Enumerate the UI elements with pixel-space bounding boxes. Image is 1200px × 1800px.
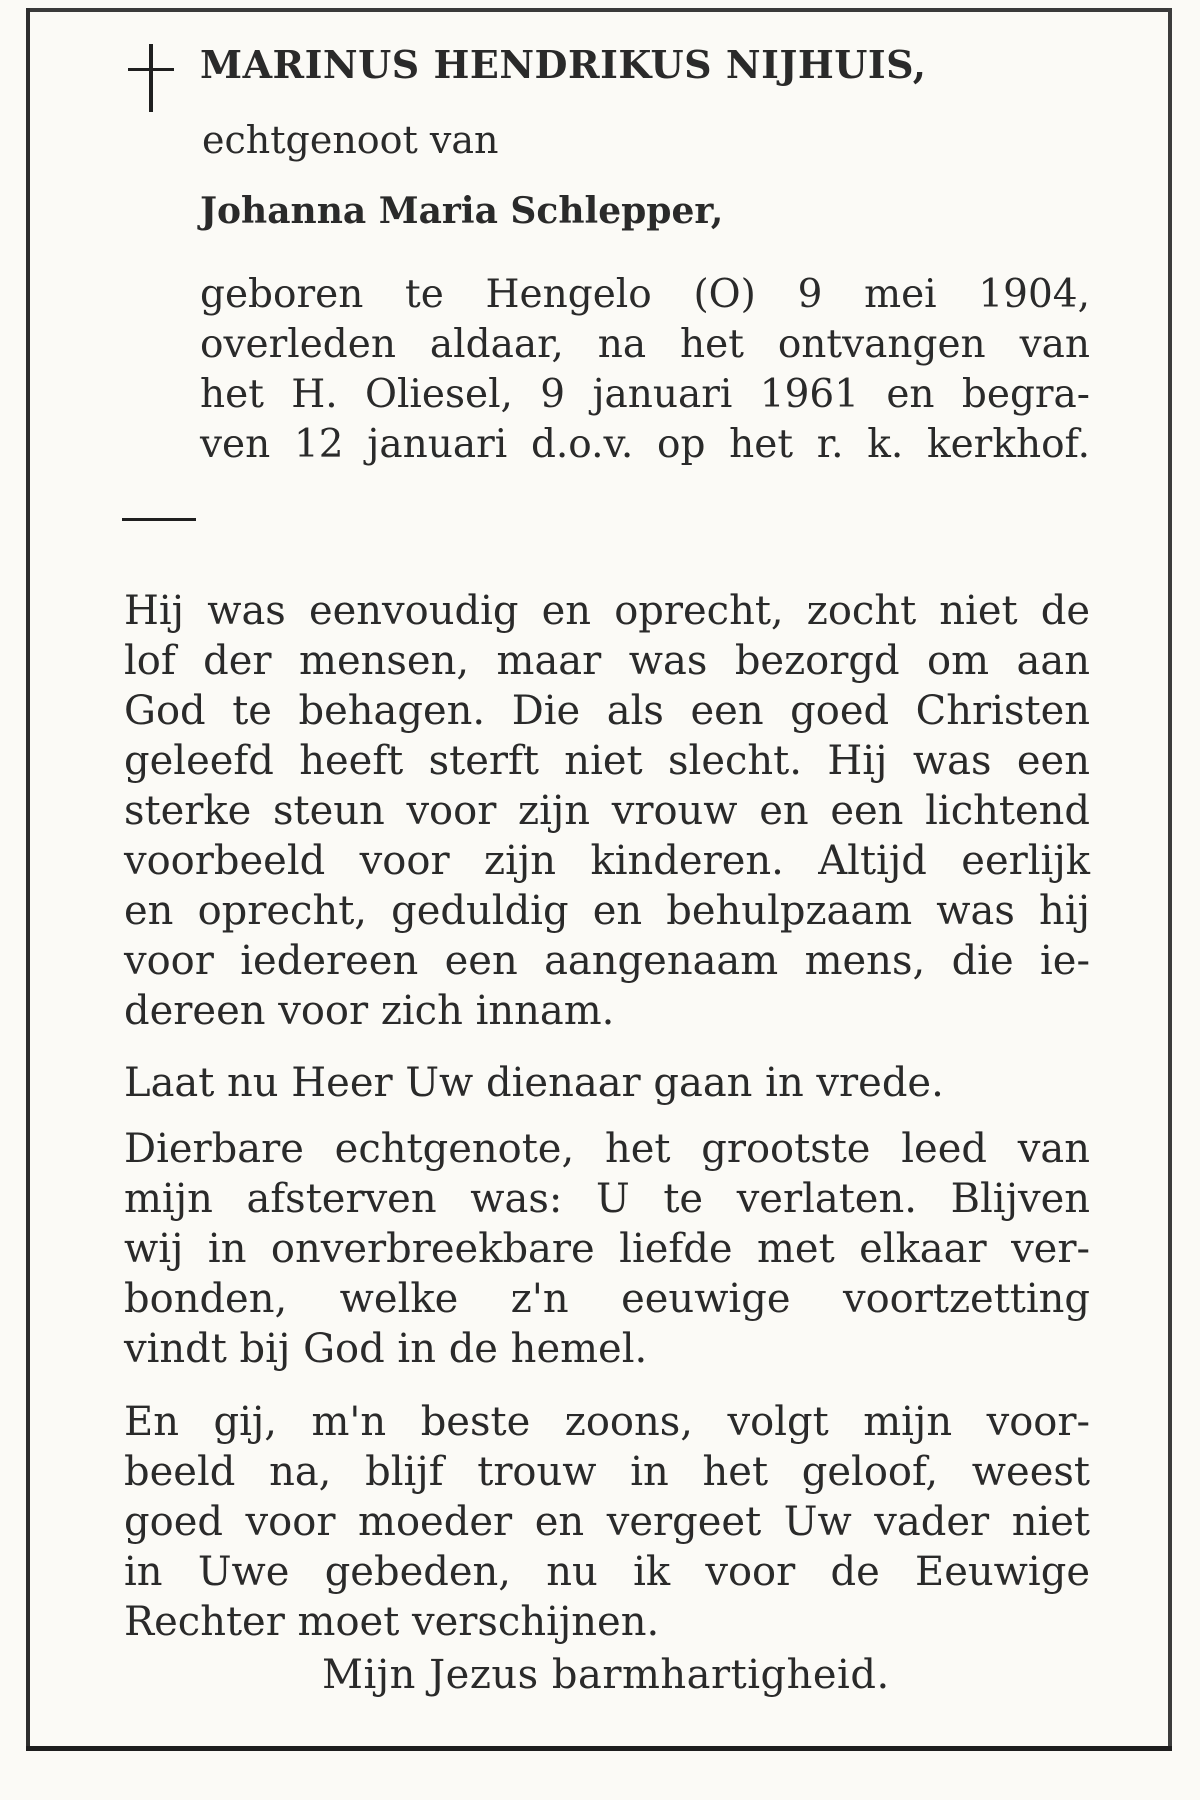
text-line: in Uwe gebeden, nu ik voor de Eeuwige <box>124 1549 1090 1595</box>
paragraph-prayer <box>124 1058 1054 1108</box>
closing-prayer: Mijn Jezus barmhartigheid. <box>322 1652 890 1698</box>
text-line: geleefd heeft sterft niet slecht. Hij was een <box>124 738 1090 784</box>
border-right <box>1168 8 1172 1750</box>
border-top <box>26 8 1172 12</box>
paragraph-sons <box>124 1397 1090 1647</box>
bio-line: het H. Oliesel, 9 januari 1961 en begra- <box>200 372 1090 417</box>
text-line: goed voor moeder en vergeet Uw vader niet <box>124 1499 1090 1545</box>
spouse-intro: echtgenoot van <box>202 118 499 162</box>
text-line: Rechter moet verschijnen. <box>124 1599 660 1645</box>
text-line: voorbeeld voor zijn kinderen. Altijd eerlijk <box>124 838 1090 884</box>
paragraph-spouse <box>124 1124 1090 1374</box>
text-line: mijn afsterven was: U te verlaten. Blijven <box>124 1176 1090 1222</box>
border-left <box>26 8 30 1750</box>
text-line: voor iedereen een aangenaam mens, die ie- <box>124 938 1090 984</box>
text-line: en oprecht, geduldig en behulpzaam was hij <box>124 888 1090 934</box>
bio-line: geboren te Hengelo (O) 9 mei 1904, <box>200 272 1090 317</box>
text-line: wij in onverbreekbare liefde met elkaar ver- <box>124 1226 1090 1272</box>
text-line: bonden, welke z'n eeuwige voortzetting <box>124 1276 1090 1322</box>
text-line: lof der mensen, maar was bezorgd om aan <box>124 638 1090 684</box>
text-line: Laat nu Heer Uw dienaar gaan in vrede. <box>124 1060 944 1106</box>
border-bottom <box>26 1746 1172 1751</box>
spouse-name: Johanna Maria Schlepper, <box>200 190 724 232</box>
text-line: En gij, m'n beste zoons, volgt mijn voor- <box>124 1399 1090 1445</box>
bio-line: overleden aldaar, na het ontvangen van <box>200 322 1090 367</box>
biography <box>200 270 1090 470</box>
text-line: dereen voor zich innam. <box>124 988 615 1034</box>
deceased-name: MARINUS HENDRIKUS NIJHUIS, <box>200 42 927 87</box>
text-line: God te behagen. Die als een goed Christen <box>124 688 1090 734</box>
paragraph-character <box>124 586 1090 1036</box>
text-line: vindt bij God in de hemel. <box>124 1326 648 1372</box>
text-line: sterke steun voor zijn vrouw en een lichtend <box>124 788 1090 834</box>
cross-icon <box>128 42 174 114</box>
text-line: Dierbare echtgenote, het grootste leed van <box>124 1126 1090 1172</box>
text-line: beeld na, blijf trouw in het geloof, weest <box>124 1449 1090 1495</box>
bio-line: ven 12 januari d.o.v. op het r. k. kerkhof. <box>200 422 1090 467</box>
text-line: Hij was eenvoudig en oprecht, zocht niet de <box>124 588 1090 634</box>
separator-dash <box>122 518 196 521</box>
